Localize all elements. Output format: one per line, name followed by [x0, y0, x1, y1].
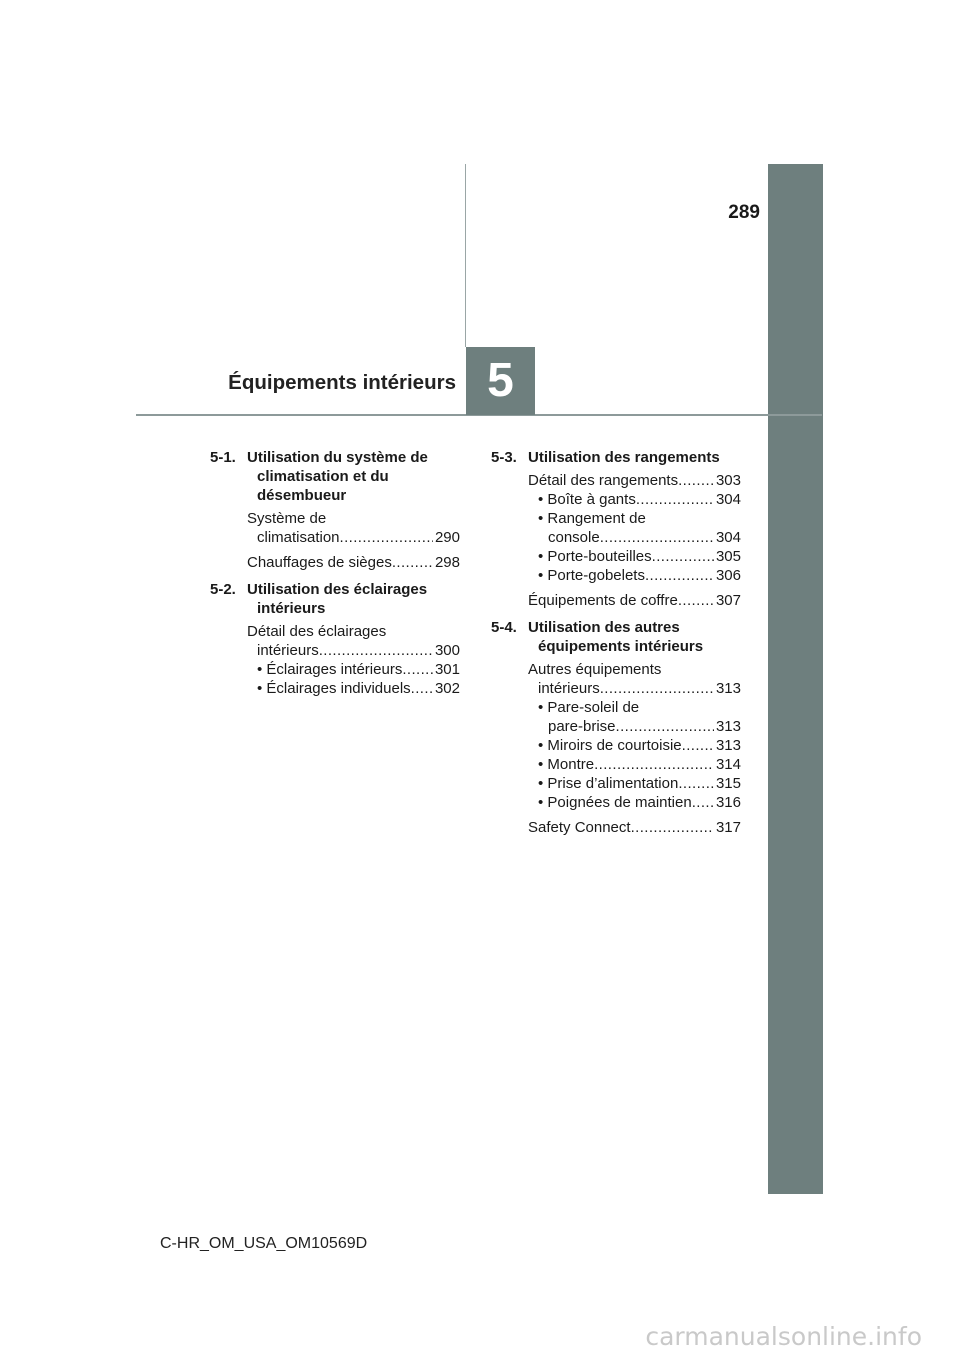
toc-section-5-3 [491, 448, 741, 610]
entry-page: 304 [715, 529, 741, 546]
toc-entry[interactable] [247, 553, 460, 572]
leader-dots [600, 528, 714, 547]
bullet-entry[interactable] [528, 698, 741, 717]
entry-text: • Éclairages individuels [257, 680, 411, 697]
chapter-side-tab [768, 164, 823, 1194]
entry-page: 313 [715, 718, 741, 735]
section-title-line: Utilisation des éclairages [247, 581, 428, 598]
entry-text: • Éclairages intérieurs [257, 661, 403, 678]
chapter-number-box: 5 [466, 347, 535, 415]
entry-line [528, 591, 741, 610]
toc-entry[interactable] [528, 818, 741, 837]
toc-section-5-2 [210, 580, 460, 698]
section-title-line: équipements intérieurs [538, 638, 704, 655]
bullet-entry[interactable] [528, 547, 741, 566]
toc-section-5-4 [491, 618, 741, 837]
section-title [528, 448, 741, 467]
entry-page: 314 [715, 756, 741, 773]
entry-text: Équipements de coffre [528, 592, 678, 609]
vertical-rule [465, 164, 466, 347]
bullet-entry[interactable] [528, 774, 741, 793]
chapter-title: Équipements intérieurs [228, 371, 456, 394]
entry-line [528, 660, 741, 679]
bullet-entry[interactable] [528, 736, 741, 755]
section-title-line: Utilisation des autres [528, 619, 680, 636]
entry-page: 316 [715, 794, 741, 811]
entry-line [528, 679, 741, 698]
entry-page: 301 [434, 661, 460, 678]
section-number: 5-4. [491, 619, 517, 636]
leader-dots [678, 591, 714, 610]
entry-text: Détail des rangements [528, 472, 679, 489]
leader-dots [678, 471, 714, 490]
toc-section-5-1 [210, 448, 460, 572]
entry-text: • Porte-bouteilles [538, 548, 652, 565]
leader-dots [319, 641, 433, 660]
entry-page: 313 [715, 737, 741, 754]
toc-right-column [491, 448, 741, 842]
section-heading[interactable] [491, 448, 741, 467]
section-title-line: désembueur [257, 487, 347, 504]
leader-dots [652, 547, 714, 566]
entry-page: 302 [434, 680, 460, 697]
bullet-entry[interactable] [247, 660, 460, 679]
entry-page: 307 [715, 592, 741, 609]
page-number: 289 [728, 202, 760, 223]
entry-text: Système de [247, 510, 327, 527]
entry-text: intérieurs [257, 642, 319, 659]
section-number: 5-2. [210, 581, 236, 598]
leader-dots [636, 490, 714, 509]
bullet-entry-cont [528, 528, 741, 547]
entry-text: intérieurs [538, 680, 600, 697]
section-heading[interactable] [210, 580, 460, 618]
entry-text: Détail des éclairages [247, 623, 387, 640]
entry-page: 290 [434, 529, 460, 546]
section-heading[interactable] [491, 618, 741, 656]
entry-text: • Miroirs de courtoisie [538, 737, 682, 754]
section-title-line: Utilisation des rangements [528, 449, 720, 466]
leader-dots [645, 566, 714, 585]
section-number: 5-1. [210, 449, 236, 466]
bullet-entry[interactable] [247, 679, 460, 698]
leader-dots [616, 717, 714, 736]
section-number: 5-3. [491, 449, 517, 466]
toc-entry[interactable] [247, 622, 460, 698]
document-code: C-HR_OM_USA_OM10569D [160, 1235, 368, 1252]
entry-line [247, 509, 460, 528]
entry-page: 300 [434, 642, 460, 659]
toc-entry[interactable] [247, 509, 460, 547]
leader-dots [682, 736, 714, 755]
entry-line [247, 622, 460, 641]
entry-page: 306 [715, 567, 741, 584]
bullet-entry[interactable] [528, 793, 741, 812]
toc-left-column [210, 448, 460, 703]
section-title [528, 618, 741, 656]
entry-text: • Porte-gobelets [538, 567, 645, 584]
bullet-entry[interactable] [528, 490, 741, 509]
section-title-line: intérieurs [257, 600, 326, 617]
entry-page: 315 [715, 775, 741, 792]
entry-text: Safety Connect [528, 819, 631, 836]
leader-dots [340, 528, 433, 547]
entry-line [247, 641, 460, 660]
entry-text: climatisation [257, 529, 340, 546]
leader-dots [678, 774, 714, 793]
entry-line [247, 528, 460, 547]
entry-text: pare-brise [548, 718, 616, 735]
leader-dots [631, 818, 714, 837]
bullet-entry-cont [528, 717, 741, 736]
toc-entry[interactable] [528, 471, 741, 585]
leader-dots [692, 793, 714, 812]
entry-text: Autres équipements [528, 661, 662, 678]
leader-dots [392, 553, 433, 572]
section-title [247, 580, 460, 618]
entry-text: • Poignées de maintien [538, 794, 692, 811]
entry-text: console [548, 529, 600, 546]
bullet-entry[interactable] [528, 566, 741, 585]
bullet-entry[interactable] [528, 755, 741, 774]
toc-entry[interactable] [528, 591, 741, 610]
entry-text: • Pare-soleil de [538, 699, 640, 716]
bullet-entry[interactable] [528, 509, 741, 528]
entry-line [247, 553, 460, 572]
entry-page: 313 [715, 680, 741, 697]
section-title-line: Utilisation du système de [247, 449, 428, 466]
watermark: carmanualsonline.info [645, 1322, 922, 1351]
entry-line [528, 471, 741, 490]
leader-dots [411, 679, 433, 698]
entry-page: 305 [715, 548, 741, 565]
section-heading[interactable] [210, 448, 460, 505]
entry-text: • Prise d’alimentation [538, 775, 679, 792]
leader-dots [402, 660, 433, 679]
section-title-line: climatisation et du [257, 468, 389, 485]
entry-page: 298 [434, 554, 460, 571]
leader-dots [594, 755, 714, 774]
entry-text: • Montre [538, 756, 595, 773]
entry-text: Chauffages de sièges [247, 554, 392, 571]
entry-text: • Boîte à gants [538, 491, 636, 508]
leader-dots [600, 679, 714, 698]
entry-page: 304 [715, 491, 741, 508]
entry-line [528, 818, 741, 837]
section-title [247, 448, 460, 505]
entry-page: 317 [715, 819, 741, 836]
entry-text: • Rangement de [538, 510, 646, 527]
entry-page: 303 [715, 472, 741, 489]
toc-entry[interactable] [528, 660, 741, 812]
